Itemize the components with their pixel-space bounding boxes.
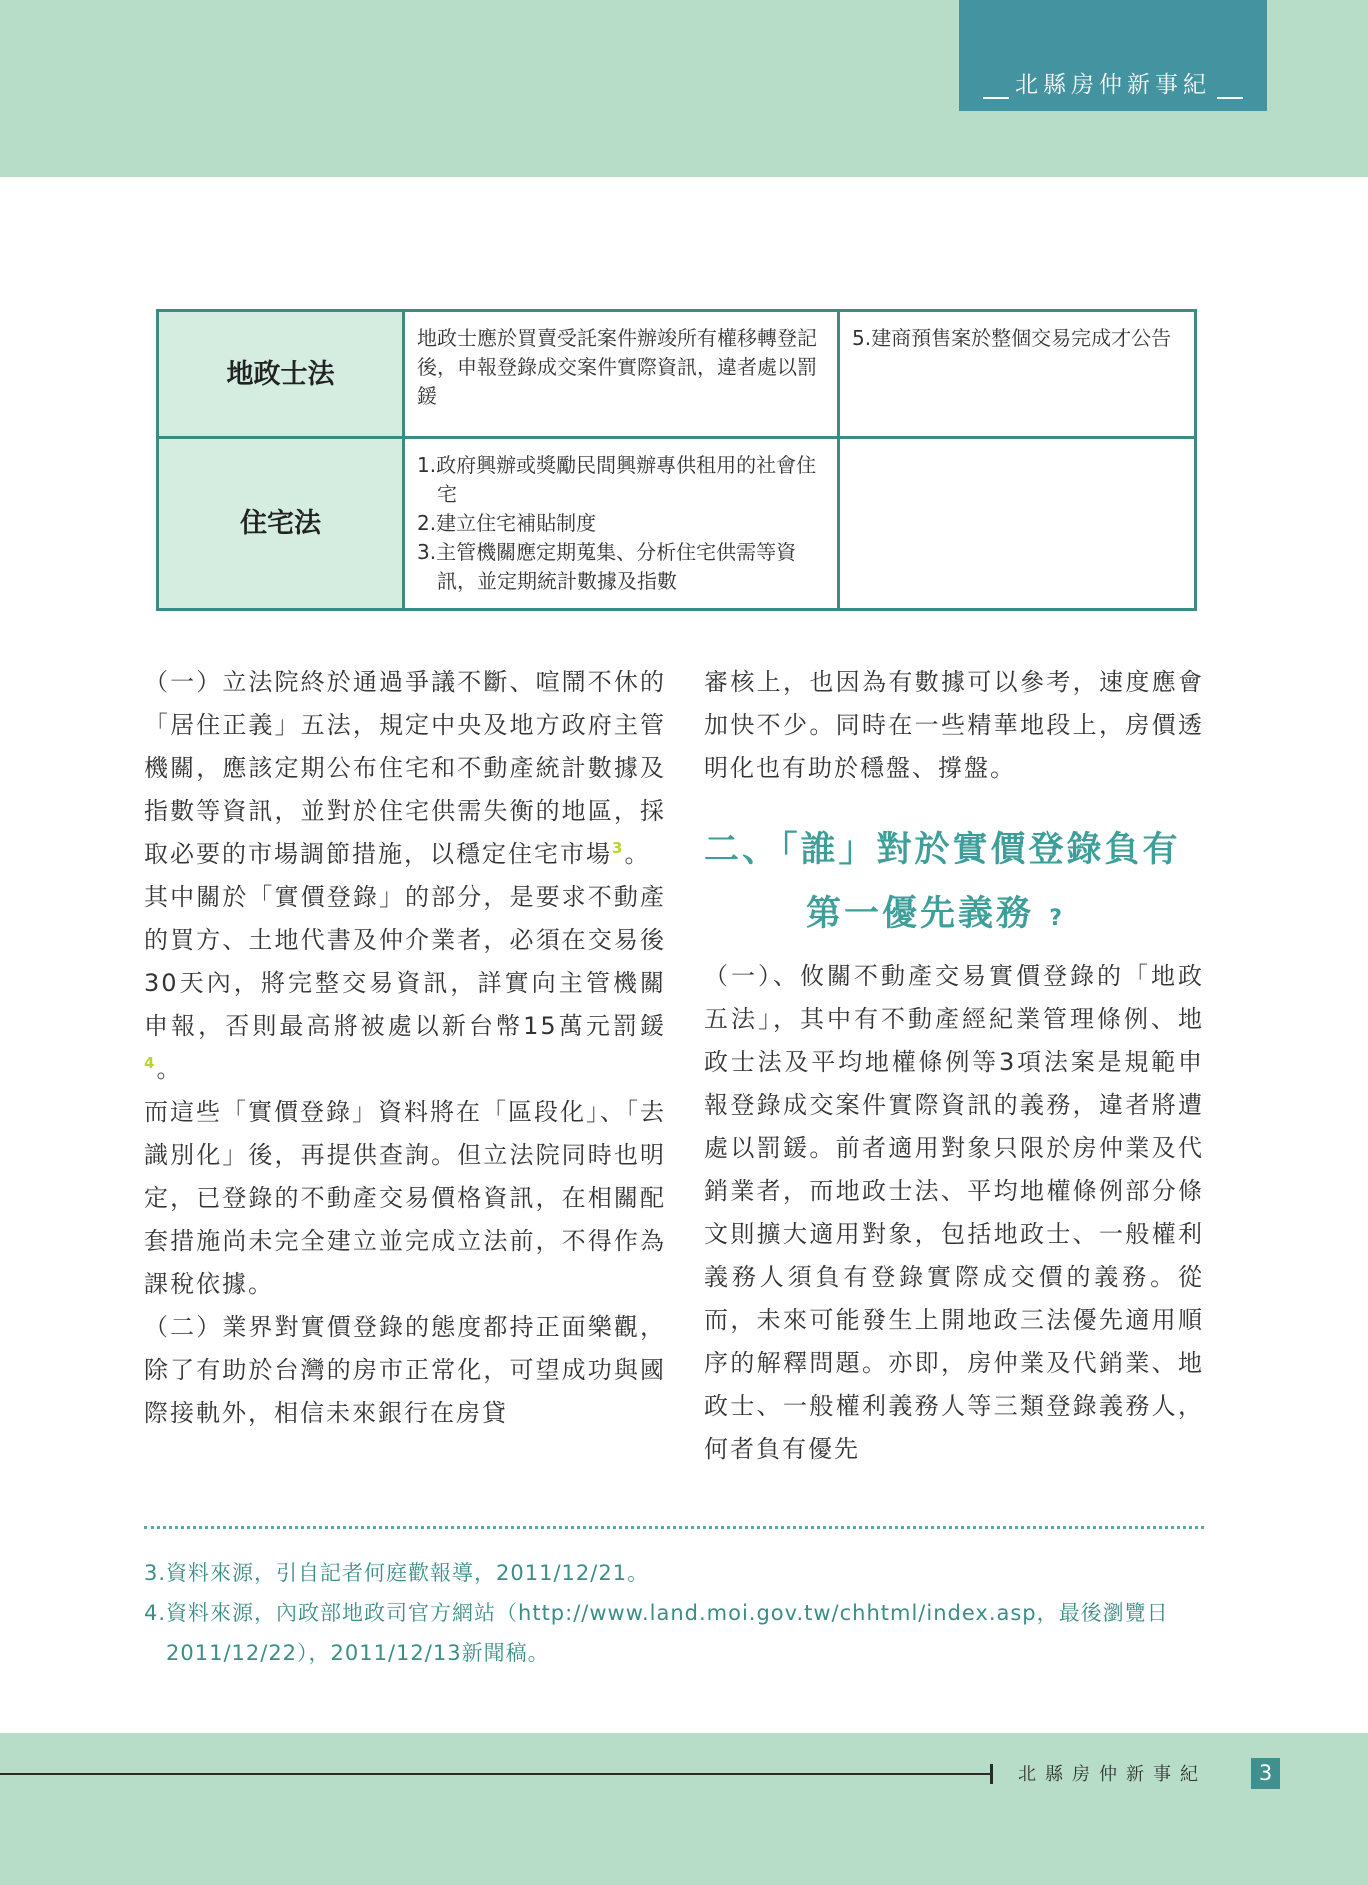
footer-rule [0, 1773, 992, 1775]
body-paragraph: （二）業界對實價登錄的態度都持正面樂觀，除了有助於台灣的房市正常化，可望成功與國際接軌外，相信未來銀行在房貸 [144, 1313, 666, 1427]
paragraph-end: 。 [156, 1055, 183, 1083]
footnotes [144, 1553, 1204, 1673]
law-note-cell [839, 311, 1196, 438]
footer-title: 北縣房仲新事紀 [1018, 1764, 1207, 1785]
footer-band [0, 1733, 1368, 1885]
list-item: 5.建商預售案於整個交易完成才公告 [852, 326, 1172, 350]
table-row [158, 438, 1196, 610]
footnote-divider [144, 1526, 1204, 1529]
law-name-cell: 地政士法 [158, 311, 404, 438]
right-column [704, 661, 1204, 1471]
body-paragraph: 而這些「實價登錄」資料將在「區段化」、「去識別化」後，再提供查詢。但立法院同時也明定，已登錄的不動產交易價格資訊，在相關配套措施尚未完全建立並完成立法前，不得作為課稅依據。 [144, 1098, 666, 1298]
law-name-cell: 住宅法 [158, 438, 404, 610]
footnote-marker: 3 [612, 839, 625, 857]
paragraph-text: （一）立法院終於通過爭議不斷、喧鬧不休的「居住正義」五法，規定中央及地方政府主管機關，應該定期公布住宅和不動產統計數據及指數等資訊，並對於住宅供需失衡的地區，採取必要的市場調節措施，以穩定住宅市場 [144, 668, 666, 868]
header-tag-text: 北縣房仲新事紀 [1015, 72, 1211, 98]
page-number: 3 [1251, 1758, 1280, 1789]
body-paragraph [144, 876, 666, 1091]
heading-line-1: 二、「誰」對於實價登錄負有 [704, 830, 1181, 870]
body-paragraph: （一）、攸關不動產交易實價登錄的「地政五法」，其中有不動產經紀業管理條例、地政士法及平均地權條例等3項法案是規範申報登錄成交案件實際資訊的義務，違者將遭處以罰鍰。前者適用對象只限於房仲業及代銷業者，而地政士法、平均地權條例部分條文則擴大適用對象，包括地政士、一般權利義務人須負有登錄實際成交價的義務。從而，未來可能發生上開地政三法優先適用順序的解釋問題。亦即，房仲業及代銷業、地政士、一般權利義務人等三類登錄義務人，何者負有優先 [704, 962, 1204, 1463]
footnote-4-continued: 2011/12/22），2011/12/13新聞稿。 [166, 1641, 550, 1665]
header-tag [959, 0, 1267, 111]
tag-dash-right [1217, 97, 1243, 99]
law-content-cell [404, 438, 839, 610]
table-row [158, 311, 1196, 438]
law-content-text: 地政士應於買賣受託案件辦竣所有權移轉登記後，申報登錄成交案件實際資訊，違者處以罰鍰 [417, 326, 817, 408]
question-icon: ? [1049, 906, 1065, 931]
heading-line-2 [704, 882, 1204, 951]
law-content-cell [404, 311, 839, 438]
footnote-3: 3.資料來源，引自記者何庭歡報導，2011/12/21。 [144, 1561, 650, 1585]
law-comparison-table [156, 309, 1197, 611]
footnote-4: 4.資料來源，內政部地政司官方網站（http://www.land.moi.gov.tw/chhtml/index.asp，最後瀏覽日 [144, 1601, 1169, 1625]
body-paragraph: 審核上，也因為有數據可以參考，速度應會加快不少。同時在一些精華地段上，房價透明化也有助於穩盤、撐盤。 [704, 668, 1204, 782]
note-list [852, 324, 1182, 353]
footer-rule-end [990, 1764, 993, 1784]
left-column [144, 661, 666, 1435]
law-note-cell [839, 438, 1196, 610]
tag-dash-left [983, 97, 1009, 99]
heading-line-2-text: 第一優先義務 [806, 894, 1035, 934]
list-item: 3.主管機關應定期蒐集、分析住宅供需等資訊，並定期統計數據及指數 [417, 540, 797, 593]
paragraph-end: 。 [624, 840, 651, 868]
section-heading [704, 818, 1204, 951]
content-list [417, 451, 825, 596]
body-paragraph [144, 661, 666, 876]
footnote-marker: 4 [144, 1054, 157, 1072]
paragraph-text: 其中關於「實價登錄」的部分，是要求不動產的買方、土地代書及仲介業者，必須在交易後30天內，將完整交易資訊，詳實向主管機關申報，否則最高將被處以新台幣15萬元罰鍰 [144, 883, 666, 1040]
list-item: 1.政府興辦或獎勵民間興辦專供租用的社會住宅 [417, 453, 817, 506]
list-item: 2.建立住宅補貼制度 [417, 511, 597, 535]
